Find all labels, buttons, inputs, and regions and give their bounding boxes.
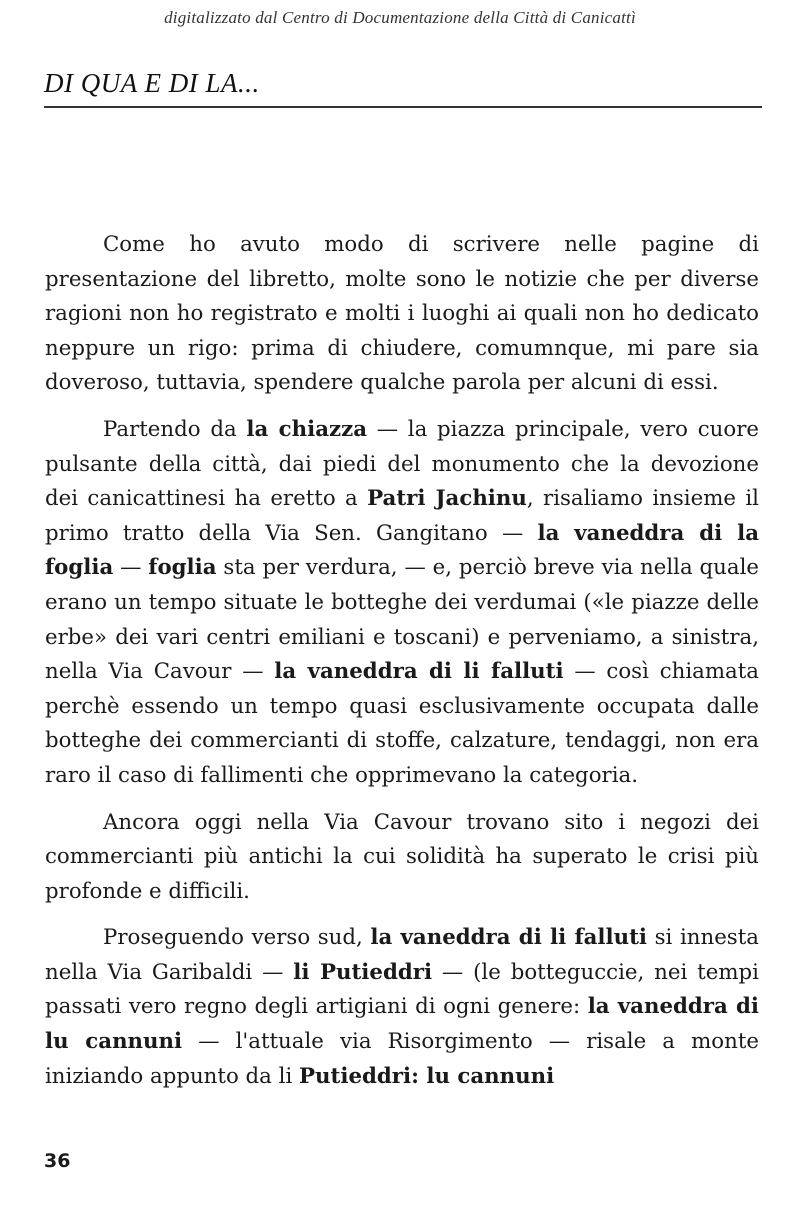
text-segment: Ancora oggi nella Via Cavour trovano sito i negozi dei commercianti più antichi la cui solidità ha superato le crisi più profonde e difficili. [45, 809, 759, 904]
chapter-title: DI QUA E DI LA... [44, 68, 260, 98]
bold-term: li Putieddri [293, 959, 433, 985]
chapter-header [44, 58, 762, 108]
bold-term: Patri Jachinu [367, 486, 527, 512]
bold-term: la vaneddra di li falluti [370, 925, 648, 951]
bold-term: la chiazza [246, 416, 367, 442]
text-segment: — così chiamata perchè essendo un tempo quasi esclusivamente occupata dalle botteghe dei commercianti di stoffe, calzature, tendaggi, non era raro il caso di fallimenti che opprimevano la categoria. [45, 659, 759, 788]
bold-term: foglia [148, 555, 217, 581]
text-segment: — (le botteguccie, nei tempi passati vero regno degli artigiani di ogni genere: [45, 959, 759, 1020]
paragraph-3 [45, 806, 759, 910]
bold-term: Putieddri: lu cannuni [299, 1063, 555, 1089]
text-segment: — [113, 555, 149, 581]
paragraph-1 [45, 228, 759, 401]
text-segment: — l'attuale via Risorgimento — risale a monte iniziando appunto da li [45, 1029, 759, 1089]
text-segment: si innesta nella Via Garibaldi — [45, 925, 759, 985]
text-segment: Proseguendo verso sud, [103, 925, 371, 951]
paragraph-2 [45, 413, 759, 794]
bold-term: la vaneddra di la foglia [45, 520, 759, 581]
digitization-watermark: digitalizzato dal Centro di Documentazione della Città di Canicattì [164, 8, 636, 27]
bold-term: la vaneddra di li falluti [274, 659, 564, 685]
text-segment: , risaliamo insieme il primo tratto della Via Sen. Gangitano — [45, 486, 759, 546]
text-segment: Come ho avuto modo di scrivere nelle pagine di presentazione del libretto, molte sono le notizie che per diverse ragioni non ho registrato e molti i luoghi ai quali non ho dedicato neppure un rigo: prima di chiudere, comumnque, mi pare sia doveroso, tuttavia, spendere qualche parola per alcuni di essi. [45, 232, 759, 396]
body-text [45, 228, 759, 1094]
text-segment: Partendo da [103, 416, 247, 442]
text-segment: sta per verdura, — e, perciò breve via nella quale erano un tempo situate le botteghe dei verdumai («le piazze delle erbe» dei vari centri emiliani e toscani) e perveniamo, a sinistra, nella Via Cavour — [45, 555, 759, 685]
text-segment: — la piazza principale, vero cuore pulsante della città, dai piedi del monumento che la devozione dei canicattinesi ha eretto a [45, 416, 759, 512]
paragraph-4 [45, 921, 759, 1094]
bold-term: la vaneddra di lu cannuni [45, 994, 759, 1055]
page-number: 36 [44, 1150, 71, 1172]
